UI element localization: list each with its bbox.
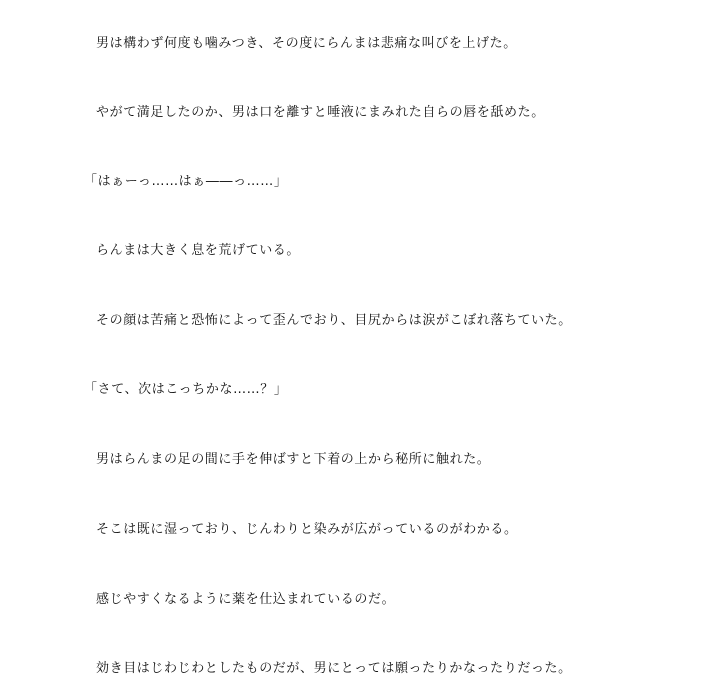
paragraph-1: 男は構わず何度も噛みつき、その度にらんまは悲痛な叫びを上げた。 (96, 36, 517, 51)
paragraph-6: そこは既に湿っており、じんわりと染みが広がっているのがわかる。 (96, 522, 518, 537)
paragraph-7: 感じやすくなるように薬を仕込まれているのだ。 (96, 592, 396, 607)
paragraph-3: らんまは大きく息を荒げている。 (96, 243, 301, 258)
paragraph-2: やがて満足したのか、男は口を離すと唾液にまみれた自らの唇を舐めた。 (96, 105, 545, 120)
dialogue-1: 「はぁーっ……はぁ――っ……」 (84, 174, 288, 189)
paragraph-5: 男はらんまの足の間に手を伸ばすと下着の上から秘所に触れた。 (96, 452, 491, 467)
dialogue-2: 「さて、次はこっちかな……？」 (84, 382, 288, 397)
paragraph-8: 効き目はじわじわとしたものだが、男にとっては願ったりかなったりだった。 (96, 661, 572, 676)
paragraph-4: その顔は苦痛と恐怖によって歪んでおり、目尻からは涙がこぼれ落ちていた。 (96, 313, 572, 328)
